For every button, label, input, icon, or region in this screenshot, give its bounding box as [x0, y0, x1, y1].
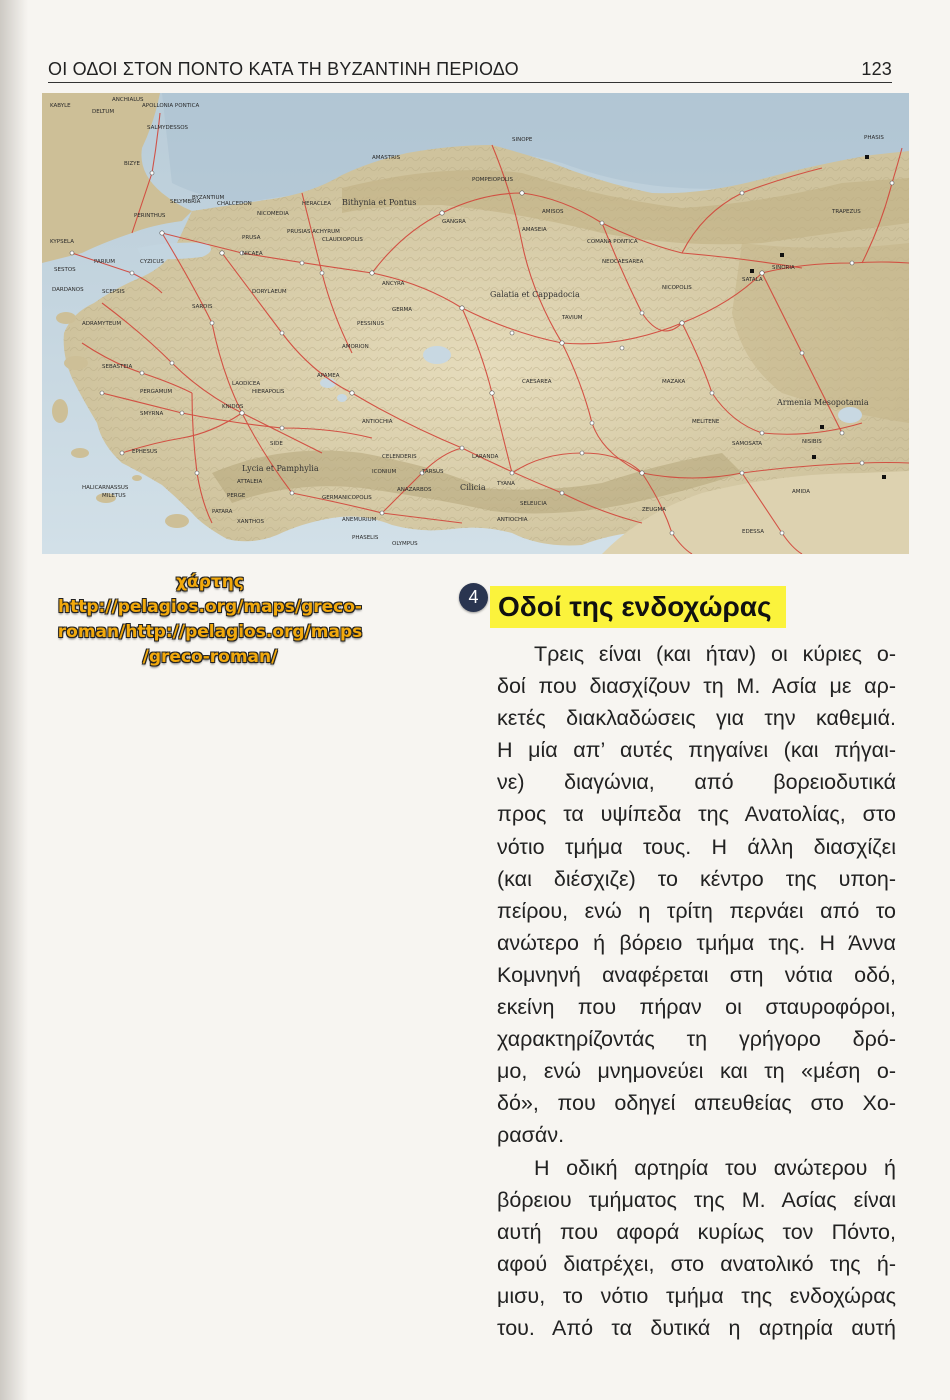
body-line: Κομνηνή αναφέρεται στη νότια οδό,	[497, 962, 896, 987]
place-label: AMASEIA	[522, 227, 547, 233]
body-line: πείρου, ενώ η τρίτη περνάει από το	[497, 898, 896, 923]
place-label: SATALA	[742, 277, 763, 283]
place-label: TRAPEZUS	[832, 209, 861, 215]
place-label: SALMYDESSOS	[147, 125, 189, 131]
place-label: GERMA	[392, 307, 413, 313]
place-label: APAMEA	[317, 373, 340, 379]
place-label: ICONIUM	[372, 469, 397, 475]
section-title: Οδοί της ενδοχώρας	[490, 586, 786, 628]
place-label: CELENDERIS	[382, 454, 417, 460]
place-label: NISIBIS	[802, 439, 822, 445]
place-label: CYZICUS	[140, 259, 164, 265]
caption-line: http://pelagios.org/maps/greco-	[57, 597, 362, 617]
header-title: ΟΙ ΟΔΟΙ ΣΤΟΝ ΠΟΝΤΟ ΚΑΤΑ ΤΗ ΒΥΖΑΝΤΙΝΗ ΠΕΡΙΟΔΟ	[48, 59, 519, 79]
body-line: κετές διακλαδώσεις για την καθεμιά.	[497, 706, 896, 731]
caption-line: roman/http://pelagios.org/maps	[57, 622, 363, 642]
place-label: TAVIUM	[562, 315, 583, 321]
place-label: PESSINUS	[357, 321, 385, 327]
place-label: PATARA	[212, 509, 233, 515]
page-number: 123	[861, 59, 892, 79]
place-label: PHASELIS	[352, 535, 379, 541]
running-header	[48, 50, 892, 83]
place-label: MELITENE	[692, 419, 720, 425]
island-chios	[52, 399, 68, 423]
place-label: SAMOSATA	[732, 441, 763, 447]
body-line: δοί που διασχίζουν τη Μ. Ασία με αρ-	[497, 674, 896, 699]
region-label-bithynia: Bithynia et Pontus	[342, 198, 417, 207]
place-label: DELTUM	[92, 109, 115, 115]
place-label: GANGRA	[442, 219, 466, 225]
body-line: Η μία απ’ αυτές πηγαίνει (και πήγαι-	[497, 738, 896, 763]
body-line: ανώτερο ή βόρειο τμήμα της. Η Άννα	[497, 930, 896, 955]
place-label: SEBASTEIA	[102, 364, 133, 370]
place-label: KABYLE	[50, 103, 71, 109]
place-label: LAODICEA	[232, 381, 261, 387]
place-label: ADRAMYTEUM	[82, 321, 122, 327]
lake-tatta	[423, 346, 451, 364]
place-label: SCEPSIS	[102, 289, 125, 295]
region-label-cilicia: Cilicia	[460, 483, 486, 492]
place-label: SELYMBRIA	[170, 199, 201, 205]
place-label: CLAUDIOPOLIS	[322, 237, 363, 243]
place-label: NICOMEDIA	[257, 211, 289, 217]
body-paragraphs	[497, 638, 896, 1344]
place-label: KNIDOS	[222, 404, 244, 410]
region-label-lycia: Lycia et Pamphylia	[242, 464, 319, 473]
place-label: BYZANTIUM	[192, 195, 225, 201]
map-caption	[30, 570, 390, 670]
island-samos	[71, 448, 89, 458]
place-label: CAESAREA	[522, 379, 552, 385]
place-label: NICAEA	[242, 251, 263, 257]
body-line: ρασάν.	[497, 1123, 565, 1148]
body-line: (και διέσχιζε) το κέντρο της υποη-	[497, 866, 896, 891]
body-line: εκείνη που πήραν οι σταυροφόροι,	[497, 995, 896, 1020]
place-label: ZEUGMA	[642, 507, 667, 513]
body-line: μισυ, το νότιο τμήμα της ενδοχώρας	[497, 1283, 896, 1308]
place-label: SARDIS	[192, 304, 213, 310]
place-label: ATTALEIA	[237, 479, 263, 485]
place-label: NEOCAESAREA	[602, 259, 644, 265]
island-lemnos	[56, 312, 76, 324]
place-label: MILETUS	[102, 493, 126, 499]
place-label: AMIDA	[792, 489, 811, 495]
place-label: EPHESUS	[132, 449, 158, 455]
place-label: ANCHIALUS	[112, 97, 144, 103]
map-svg	[42, 93, 909, 554]
lake-small-2	[337, 394, 347, 402]
place-label: LARANDA	[472, 454, 499, 460]
place-label: SINOPE	[512, 137, 533, 143]
body-line: αυτή που αφορά κυρίως τον Πόντο,	[497, 1219, 896, 1244]
place-label: ANAZARBOS	[397, 487, 432, 493]
body-line: αφού διατρέχει, στο ανατολικό της ή-	[497, 1251, 896, 1276]
place-label: MAZAKA	[662, 379, 686, 385]
body-line: δό», που οδηγεί απευθείας στο Χο-	[497, 1091, 896, 1116]
caption-line: /greco-roman/	[142, 647, 278, 667]
body-line: του. Από τα δυτικά η αρτηρία αυτή	[497, 1315, 896, 1340]
place-label: SESTOS	[54, 267, 76, 273]
place-label: ANEMURIUM	[342, 517, 377, 523]
place-label: PARIUM	[94, 259, 115, 265]
page-edge-shadow	[0, 0, 28, 1400]
body-line: χαρακτηρίζοντάς τη γρήγορο δρό-	[497, 1027, 896, 1052]
place-label: PERINTHUS	[134, 213, 166, 219]
place-label: SELEUCIA	[520, 501, 547, 507]
place-label: AMISOS	[542, 209, 564, 215]
region-label-galatia: Galatia et Cappadocia	[490, 290, 580, 299]
place-label: APOLLONIA PONTICA	[142, 103, 200, 109]
place-label: AMASTRIS	[372, 155, 401, 161]
body-line: Τρεις είναι (και ήταν) οι κύριες ο-	[534, 642, 896, 666]
place-label: COMANA PONTICA	[587, 239, 638, 245]
place-label: HALICARNASSUS	[82, 485, 129, 491]
body-line: προς τα υψίπεδα της Ανατολίας, στο	[497, 802, 896, 827]
place-label: PHASIS	[864, 135, 884, 141]
place-label: PERGAMUM	[140, 389, 173, 395]
body-line: νότιο τμήμα τους. Η άλλη διασχίζει	[497, 834, 896, 859]
place-label: PERGE	[227, 493, 246, 499]
place-label: ANTIOCHIA	[362, 419, 393, 425]
place-label: TYANA	[497, 481, 515, 487]
lake-van	[838, 407, 862, 423]
place-label: TARSUS	[422, 469, 444, 475]
place-label: HERACLEA	[302, 201, 332, 207]
island-rhodes	[165, 514, 189, 528]
island-lesbos	[64, 356, 88, 370]
place-label: DARDANOS	[52, 287, 84, 293]
place-label: EDESSA	[742, 529, 765, 535]
place-label: ANTIOCHIA	[497, 517, 528, 523]
body-line: νε) διαγώνια, από βορειοδυτικά	[497, 770, 896, 795]
place-label: BIZYE	[124, 161, 140, 167]
island-small	[132, 475, 142, 481]
place-label: SINORIA	[772, 265, 795, 271]
body-line: βόρειου τμήματος της Μ. Ασίας είναι	[497, 1187, 896, 1212]
place-label: PRUSIAS ACHYRUM	[287, 229, 340, 235]
place-label: OLYMPUS	[392, 541, 418, 547]
place-label: AMORION	[342, 344, 369, 350]
caption-line: χάρτης	[176, 572, 244, 592]
place-label: SMYRNA	[140, 411, 164, 417]
place-label: KYPSELA	[50, 239, 75, 245]
section-number-badge: 4	[459, 583, 488, 612]
body-line: μο, ενώ μνημονεύει και τη «μέση ο-	[497, 1059, 896, 1084]
roman-roads-map	[42, 93, 909, 554]
place-label: HIERAPOLIS	[252, 389, 285, 395]
place-label: POMPEIOPOLIS	[472, 177, 513, 183]
place-label: NICOPOLIS	[662, 285, 692, 291]
place-label: PRUSA	[242, 235, 261, 241]
place-label: SIDE	[270, 441, 283, 447]
region-label-armenia: Armenia Mesopotamia	[777, 398, 869, 407]
body-line: Η οδική αρτηρία του ανώτερου ή	[534, 1155, 896, 1180]
place-label: CHALCEDON	[217, 201, 252, 207]
place-label: ANCYRA	[382, 281, 405, 287]
place-label: GERMANICOPOLIS	[322, 495, 372, 501]
place-label: XANTHOS	[237, 519, 264, 525]
place-label: DORYLAEUM	[252, 289, 287, 295]
